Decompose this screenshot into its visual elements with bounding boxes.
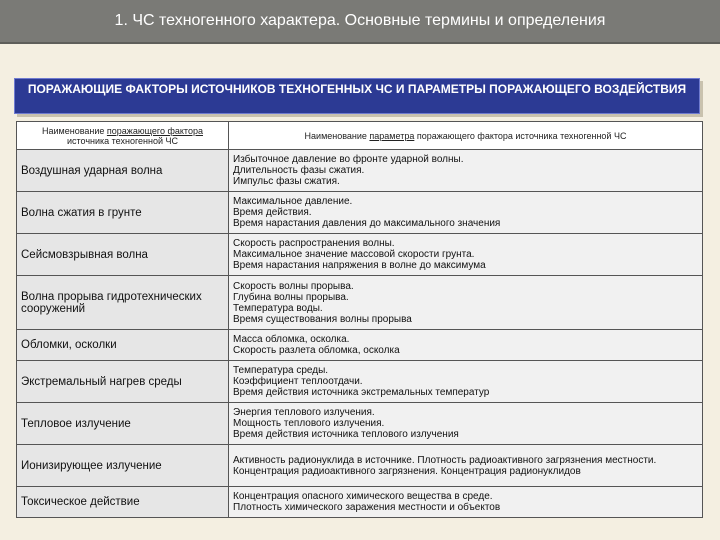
factor-cell: Обломки, осколки	[17, 330, 229, 361]
parameter-line: Скорость распространения волны.	[233, 238, 395, 249]
parameter-line: Активность радионуклида в источнике. Плотность радиоактивного загрязнения местности.	[233, 454, 657, 466]
header-factor	[17, 122, 229, 150]
table-row	[17, 234, 703, 276]
factor-cell: Экстремальный нагрев среды	[17, 361, 229, 403]
factor-cell: Токсическое действие	[17, 487, 229, 518]
parameters-cell	[229, 330, 703, 361]
parameter-line: Коэффициент теплоотдачи.	[233, 376, 363, 387]
parameter-line: Избыточное давление во фронте ударной волны.	[233, 154, 464, 165]
table-row	[17, 361, 703, 403]
table-row	[17, 445, 703, 487]
parameters-cell	[229, 192, 703, 234]
header-parameter-text-1: Наименование	[304, 130, 370, 141]
parameter-line: Длительность фазы сжатия.	[233, 165, 365, 176]
parameter-line: Масса обломка, осколка.	[233, 334, 350, 345]
table-header-row	[17, 122, 703, 150]
parameters-cell	[229, 150, 703, 192]
table-row	[17, 192, 703, 234]
parameters-cell	[229, 234, 703, 276]
parameter-line: Температура среды.	[233, 365, 329, 376]
parameter-line: Время нарастания напряжения в волне до максимума	[233, 260, 486, 271]
parameter-line: Время нарастания давления до максимального значения	[233, 218, 501, 229]
table-row	[17, 403, 703, 445]
header-factor-text-1: Наименование	[42, 125, 107, 136]
parameters-cell	[229, 487, 703, 518]
parameter-line: Импульс фазы сжатия.	[233, 176, 340, 187]
table-banner: ПОРАЖАЮЩИЕ ФАКТОРЫ ИСТОЧНИКОВ ТЕХНОГЕННЫХ ЧС И ПАРАМЕТРЫ ПОРАЖАЮЩЕГО ВОЗДЕЙСТВИЯ	[14, 78, 700, 114]
slide-title: 1. ЧС техногенного характера. Основные термины и определения	[114, 12, 606, 29]
parameters-cell	[229, 403, 703, 445]
parameter-line: Плотность химического заражения местности и объектов	[233, 502, 501, 513]
table-row	[17, 276, 703, 330]
factors-table	[16, 121, 703, 518]
parameter-line: Температура воды.	[233, 302, 323, 314]
parameters-cell	[229, 445, 703, 487]
factor-cell: Волна сжатия в грунте	[17, 192, 229, 234]
header-parameter	[229, 122, 703, 150]
parameters-cell	[229, 361, 703, 403]
parameter-line: Мощность теплового излучения.	[233, 418, 385, 429]
parameter-line: Глубина волны прорыва.	[233, 291, 349, 303]
parameter-line: Скорость волны прорыва.	[233, 280, 354, 292]
parameter-line: Время действия.	[233, 207, 312, 218]
parameter-line: Концентрация радиоактивного загрязнения. Концентрация радионуклидов	[233, 465, 581, 477]
parameter-line: Концентрация опасного химического вещества в среде.	[233, 491, 493, 502]
factor-cell: Воздушная ударная волна	[17, 150, 229, 192]
header-parameter-underlined: параметра	[369, 130, 415, 141]
factor-cell: Сейсмовзрывная волна	[17, 234, 229, 276]
table-row	[17, 150, 703, 192]
parameter-line: Энергия теплового излучения.	[233, 407, 375, 418]
header-parameter-text-2: поражающего фактора источника техногенной ЧС	[414, 130, 627, 141]
parameters-cell	[229, 276, 703, 330]
table-row	[17, 487, 703, 518]
factor-cell: Тепловое излучение	[17, 403, 229, 445]
parameter-line: Время действия источника теплового излучения	[233, 429, 459, 440]
header-factor-underlined: поражающего фактора	[106, 125, 203, 136]
parameter-line: Максимальное давление.	[233, 196, 353, 207]
parameter-line: Максимальное значение массовой скорости грунта.	[233, 249, 475, 260]
parameter-line: Скорость разлета обломка, осколка	[233, 345, 400, 356]
title-bar	[0, 0, 720, 44]
factor-cell: Волна прорыва гидротехнических сооружений	[17, 276, 229, 330]
parameter-line: Время существования волны прорыва	[233, 313, 412, 325]
header-factor-text-2: источника техногенной ЧС	[66, 135, 179, 146]
parameter-line: Время действия источника экстремальных температур	[233, 387, 490, 398]
factor-cell: Ионизирующее излучение	[17, 445, 229, 487]
table-row	[17, 330, 703, 361]
